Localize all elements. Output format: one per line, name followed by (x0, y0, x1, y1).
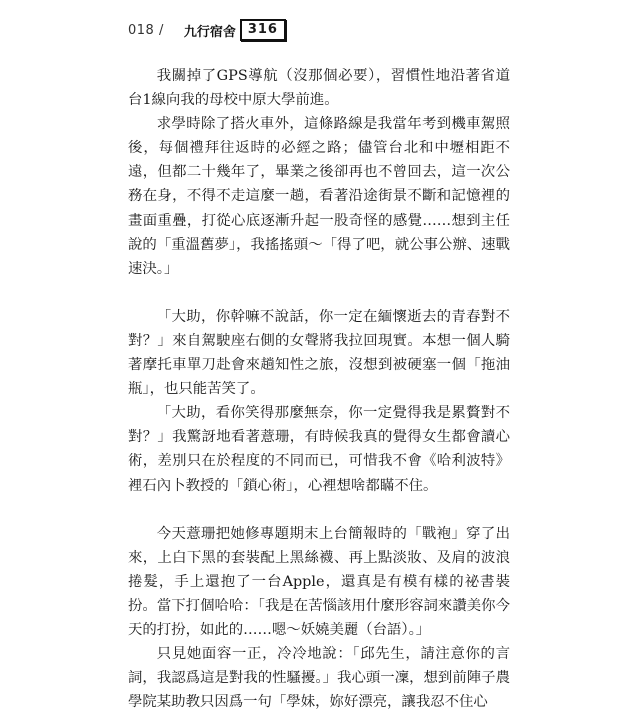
section-gap (128, 498, 510, 522)
paragraph: 今天薏珊把她修專題期末上台簡報時的「戰袍」穿了出來，上白下黑的套裝配上黑絲襪、再上點淡妝、及肩的波浪捲髮，手上還抱了一台Apple，還真是有模有樣的祕書裝扮。當下打個哈哈：「我是在苦惱該用什麼形容詞來讚美你今天的打扮，如此的……嗯～妖嬈美麗（台語）。」 (128, 525, 510, 638)
section-gap (128, 281, 510, 305)
paragraph: 我關掉了GPS導航（沒那個必要），習慣性地沿著省道台1線向我的母校中原大學前進。 (128, 68, 510, 109)
body-text (128, 64, 510, 714)
book-title: 九行宿舍 (183, 24, 236, 40)
paragraph: 求學時除了搭火車外，這條路線是我當年考到機車駕照後，每個禮拜往返時的必經之路；儘管台北和中壢相距不遠，但都二十幾年了，畢業之後卻再也不曾回去，這一次公務在身，不得不走這麼一趟，看著沿途街景不斷和記憶裡的畫面重疊，打從心底逐漸升起一股奇怪的感覺……想到主任說的「重溫舊夢」，我搖搖頭～「得了吧，就公事公辦、速戰速決。」 (128, 116, 510, 277)
paragraph: 「大助，看你笑得那麼無奈，你一定覺得我是累贅對不對？」我驚訝地看著薏珊，有時候我真的覺得女生都會讀心術，差別只在於程度的不同而已，可惜我不會《哈利波特》裡石內卜教授的「鎖心術」，心裡想啥都瞞不住。 (128, 405, 510, 494)
title-badge: 316 (240, 19, 286, 41)
paragraph: 只見她面容一正，冷冷地說：「邱先生，請注意你的言詞，我認爲這是對我的性騷擾。」我心頭一凜，想到前陣子農學院某助教只因爲一句「學妹，妳好漂亮，讓我忍不住心 (128, 646, 510, 711)
paragraph: 「大助，你幹嘛不說話，你一定在緬懷逝去的青春對不對？」來自駕駛座右側的女聲將我拉回現實。本想一個人騎著摩托車單刀赴會來趟知性之旅，沒想到被硬塞一個「拖油瓶」，也只能苦笑了。 (128, 308, 510, 398)
running-header (128, 18, 286, 42)
page-number: 018 / (128, 22, 164, 38)
